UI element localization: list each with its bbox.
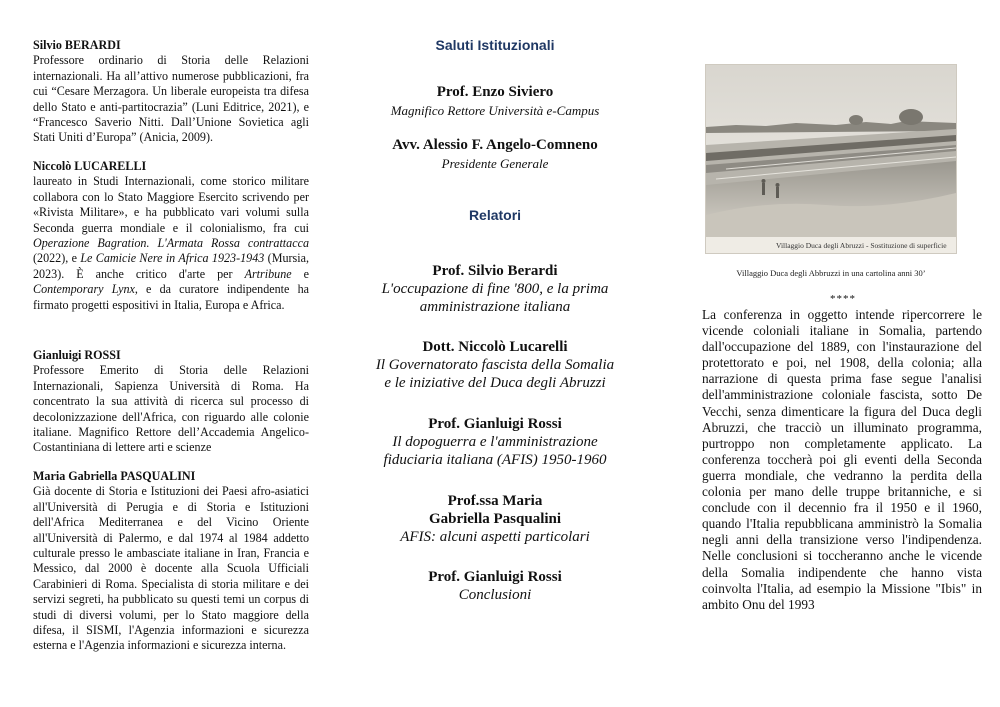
bio-lucarelli [33, 159, 309, 313]
speaker-topic: amministrazione italiana [419, 299, 571, 315]
book-title: Operazione Bagration. L'Armata Rossa contrattacca [33, 236, 309, 251]
speaker-berardi [345, 262, 645, 316]
bio-name: Silvio BERARDI [33, 38, 121, 52]
book-title: Le Camicie Nere in Africa 1923-1943 [80, 251, 265, 266]
speaker-name: Prof. Gianluigi Rossi [428, 416, 562, 432]
speaker-topic: Il Governatorato fascista della Somalia [375, 357, 615, 373]
guest-role: Presidente Generale [441, 156, 549, 171]
speaker-pasqualini [345, 492, 645, 546]
saluti-heading: Saluti Istituzionali [435, 37, 555, 53]
bio-name: Gianluigi ROSSI [33, 348, 121, 362]
bio-text-part: (2022), e [33, 251, 81, 266]
bio-text-part: laureato in Studi Internazionali, come storico militare collabora con lo Stato Maggiore Esercito scrivendo per «Rivista Militare», e ha pubblicato vari volumi sulla Seconda guerra mondiale e il colonialismo, fra cui [33, 174, 309, 235]
speaker-topic: AFIS: alcuni aspetti particolari [400, 529, 590, 545]
photo-caption: Villaggio Duca degli Abbruzzi in una cartolina anni 30’ [736, 268, 926, 278]
speaker-name: Prof.ssa Maria [447, 493, 543, 509]
bio-text: Professore ordinario di Storia delle Relazioni internazionali. Ha all’attivo numerose pubblicazioni, fra cui “Cesare Merzagora. Un liberale europeista tra difesa dello Stato e anti-partitocrazia” (Luni Editrice, 2021), e “Francesco Saverio Nitti. Dall’Unione Sovietica agli Stati Uniti d’Europa” (Anicia, 2009). [33, 53, 309, 145]
bio-rossi [33, 348, 309, 456]
separator: **** [830, 293, 856, 305]
speaker-conclusioni [345, 568, 645, 604]
bio-text: Professore Emerito di Storia delle Relazioni Internazionali, Sapienza Università di Roma. Ha concentrato la sua attività di ricerca sul processo di decolonizzazione dell'Africa, con riguardo alle colonie italiane. Magnifico Rettore dell’Accademia Angelico-Costantiniana di lettere arti e scienze [33, 363, 309, 455]
speaker-name: Dott. Niccolò Lucarelli [422, 339, 568, 355]
guest-angelo-comneno [345, 136, 645, 172]
bio-name: Niccolò LUCARELLI [33, 159, 147, 173]
speaker-topic: fiduciaria italiana (AFIS) 1950-1960 [383, 452, 607, 468]
postcard-text: Villaggio Duca degli Abruzzi - Sostituzione di superficie [776, 241, 947, 250]
bio-text: Già docente di Storia e Istituzioni dei Paesi afro-asiatici all'Università di Perugia e di Storia e Istituzioni dell'Africa Mediterranea e del Vicino Oriente all'Università di Palermo, e dal 1974 al 1984 addetto culturale presso le ambasciate italiane in Iran, Francia e Messico, dal 2000 è docente alla Scuola Ufficiali Carabinieri di Roma. Specialista di storia militare e dei servizi segreti, ha pubblicato su questi temi un corpus di studi di diversi volumi, per lo Stato maggiore della difesa, il SISMI, l'Agenzia informazioni e sicurezza esterna e l'Agenzia informazioni e sicurezza interna. [33, 484, 309, 653]
magazine-title: Contemporary Lynx [33, 282, 135, 297]
speaker-rossi [345, 415, 645, 469]
guest-name: Avv. Alessio F. Angelo-Comneno [392, 137, 598, 153]
bio-text-part: (Mursia, 2023). È anche critico d'arte per [33, 251, 309, 281]
guest-role: Magnifico Rettore Università e-Campus [390, 103, 600, 118]
relatori-heading: Relatori [468, 207, 522, 223]
speaker-topic: e le iniziative del Duca degli Abruzzi [384, 375, 606, 391]
bio-text [33, 174, 309, 313]
bio-berardi [33, 38, 309, 146]
speaker-lucarelli [345, 338, 645, 392]
guest-name: Prof. Enzo Siviero [436, 84, 554, 100]
bio-text-part: , e da curatore indipendente ha firmato progetti espositivi in Italia, Europa e Africa. [33, 282, 309, 312]
bio-name: Maria Gabriella PASQUALINI [33, 469, 196, 483]
guest-siviero [345, 83, 645, 119]
postcard-illustration [706, 65, 956, 253]
speaker-name: Gabriella Pasqualini [428, 511, 562, 527]
conference-abstract: La conferenza in oggetto intende ripercorrere le vicende coloniali italiane in Somalia, partendo dall'occupazione del 1889, con l'instaurazione del protettorato e poi, nel 1908, della colonia; alla narrazione di questa prima fase segue l'analisi dell'amministrazione coloniale fascista, sotto De Vecchi, senza dimenticare la figura del Duca degli Abruzzi, che tracciò un illuminato programma, purtroppo non completamente applicato. La conferenza toccherà poi gli eventi della Seconda guerra mondiale, che vedranno la perdita della colonia per mano delle truppe britanniche, e si conclude con il decennio fra il 1950 e il 1960, quando l'Italia repubblicana amministrò la Somalia negli anni della transizione verso l'indipendenza. Nelle conclusioni si toccheranno anche le vicende della Somalia indipendente che hanno vista coinvolta l'Italia, ad esempio la Missione "Ibis" in ambito Onu del 1993 [702, 307, 982, 612]
bio-pasqualini [33, 469, 309, 654]
speaker-topic: Il dopoguerra e l'amministrazione [392, 434, 598, 450]
speaker-name: Prof. Gianluigi Rossi [428, 569, 562, 585]
bio-text-part: e [291, 266, 309, 281]
speaker-name: Prof. Silvio Berardi [432, 263, 558, 279]
magazine-title: Artribune [244, 266, 292, 281]
speaker-topic: Conclusioni [458, 587, 532, 603]
speaker-topic: L'occupazione di fine '800, e la prima [381, 281, 609, 297]
postcard-photo [705, 64, 957, 254]
